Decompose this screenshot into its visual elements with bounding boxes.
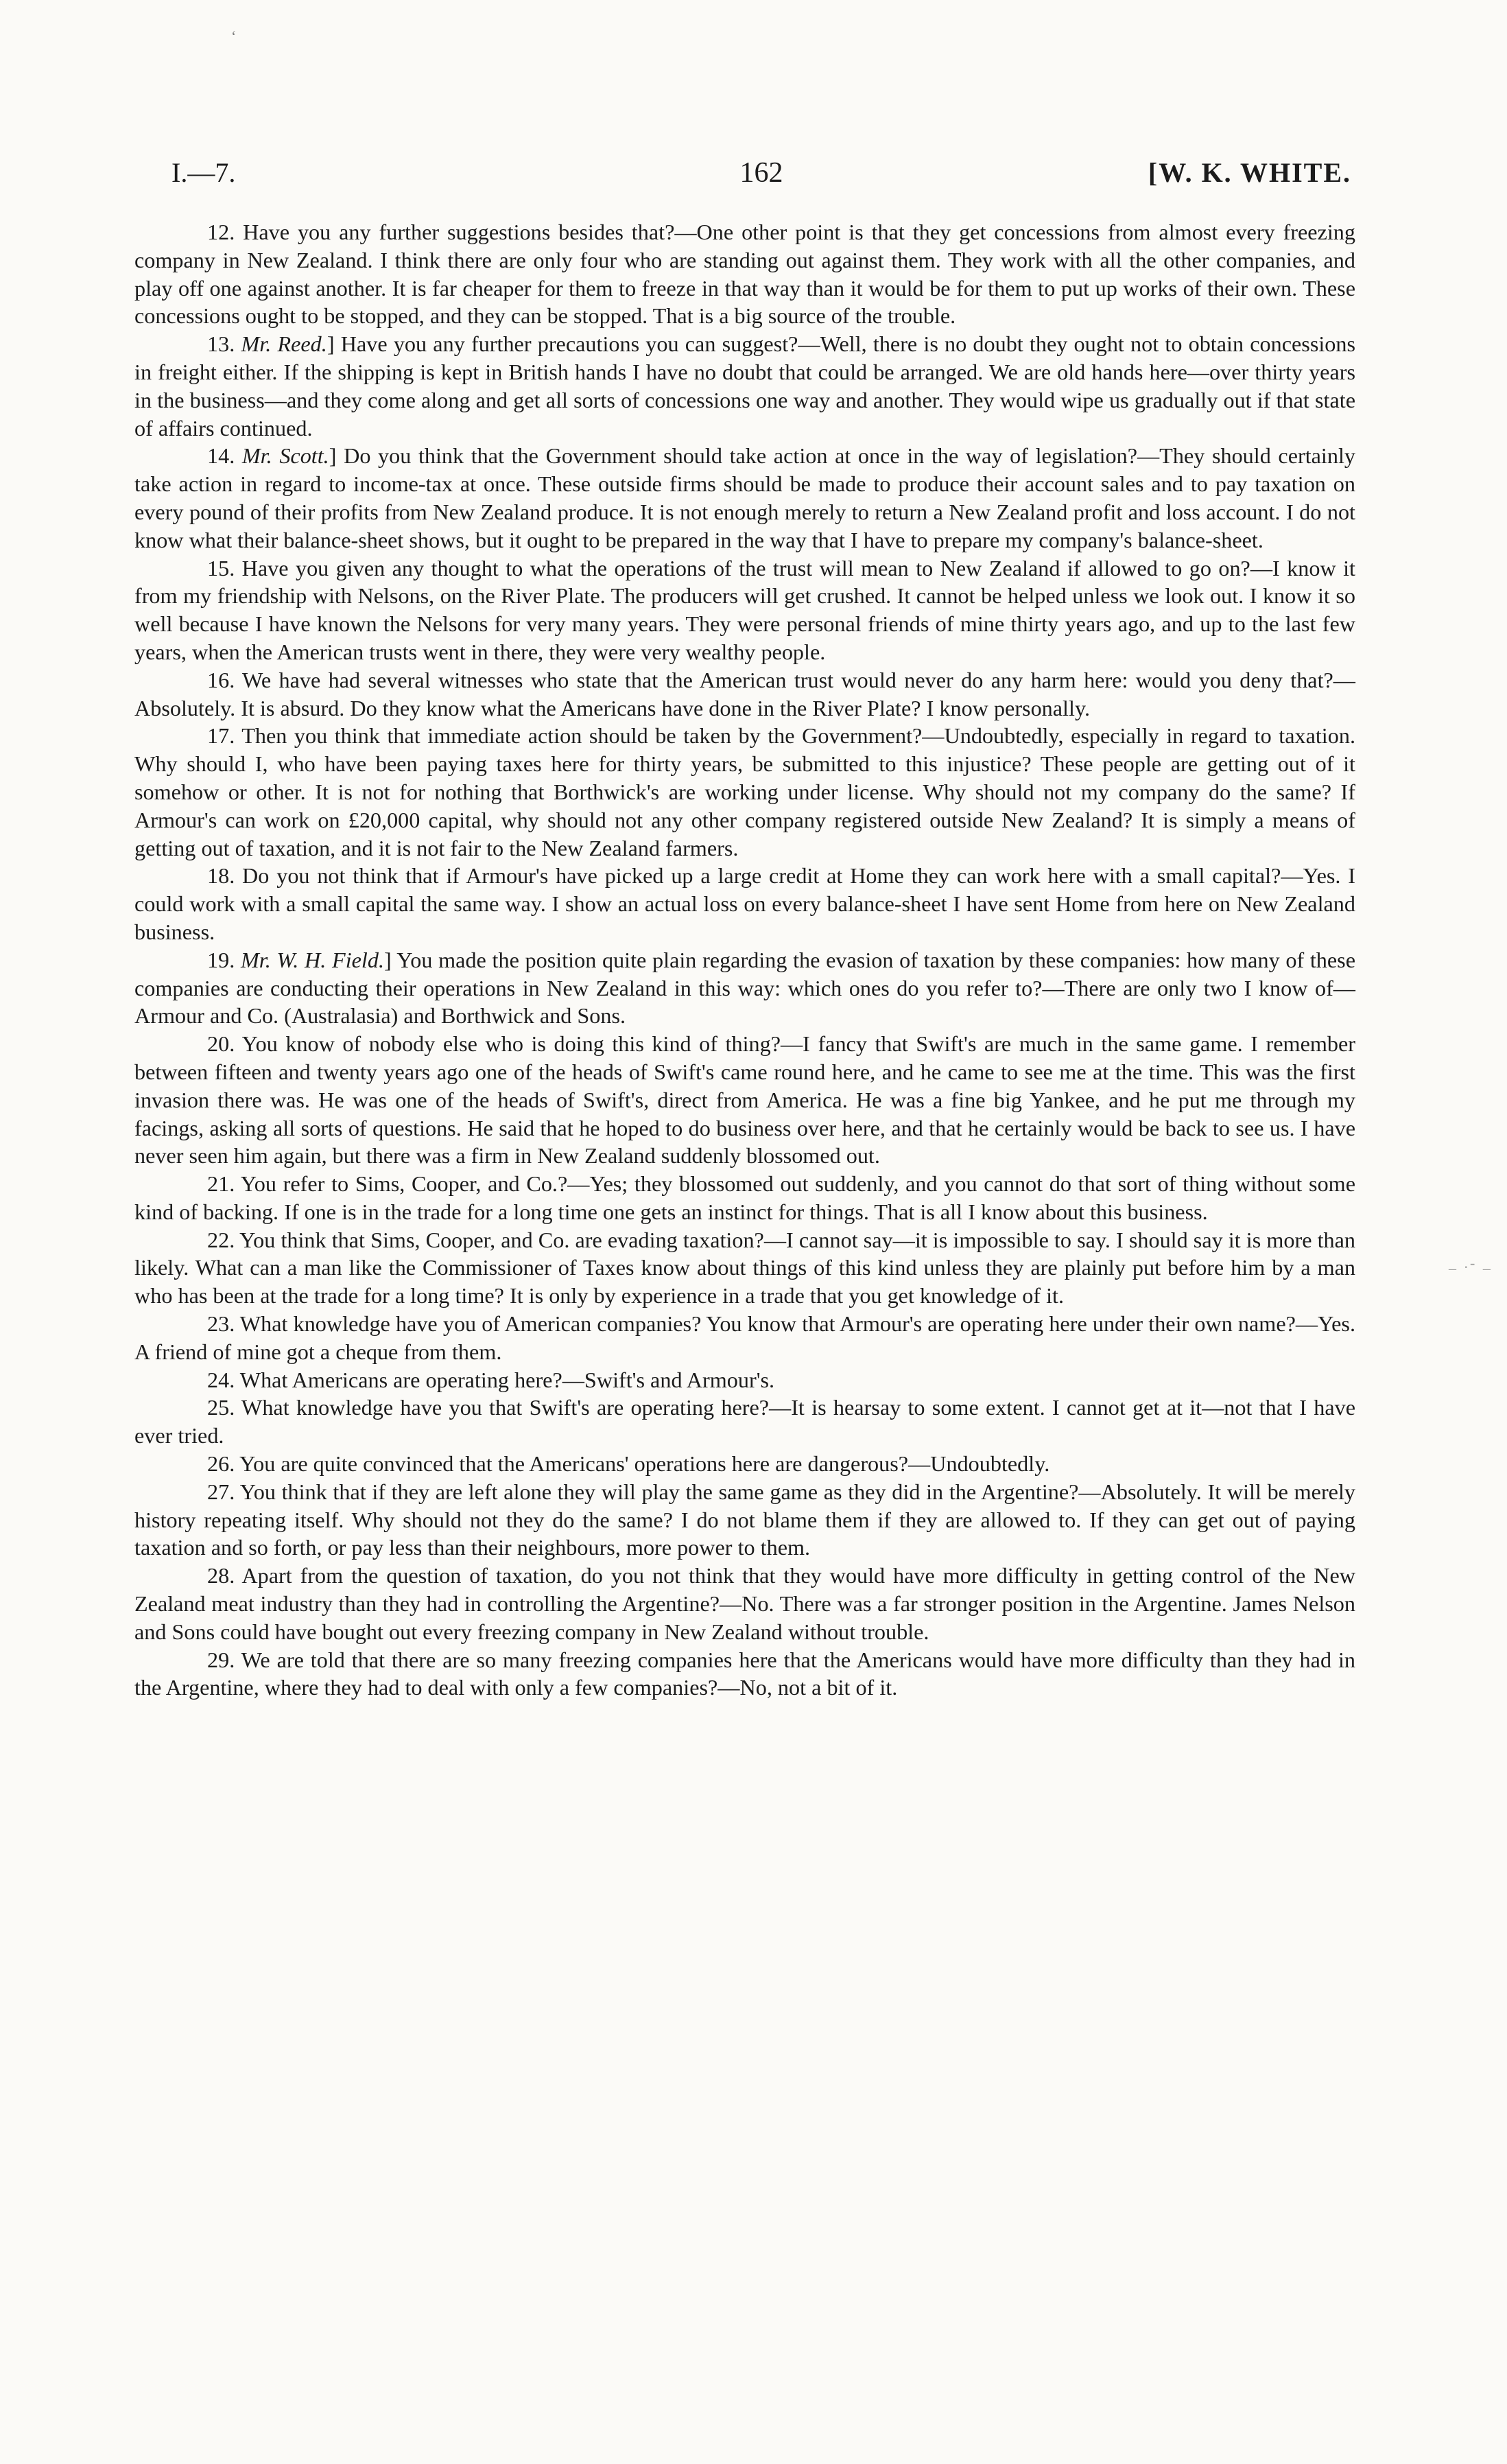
question-text: 20. You know of nobody else who is doing this kind of thing?—I fancy that Swift's are much in the same game. I remember between fifteen and twenty years ago one of the heads of Swift's came round here, and he came to see me at the time. This was the first invasion there was. He was one of the heads of Swift's, direct from America. He was a fine big Yankee, and he put me through my facings, asking all sorts of questions. He said that he hoped to do business over here, and that he certainly would be back to see us. I have never seen him again, but there was a firm in New Zealand suddenly blossomed out.: [134, 1031, 1355, 1169]
question-13: [134, 330, 1355, 442]
question-16: [134, 666, 1355, 723]
question-text: ] Have you any further precautions you can suggest?—Well, there is no doubt they ought not to obtain concessions in freight either. If the shipping is kept in British hands I have no doubt that could be arranged. We are old hands here—over thirty years in the business—and they come along and get all sorts of concessions one way and another. They would wipe us gradually out if that state of affairs continued.: [134, 331, 1355, 441]
paper-reference: I.—7.: [171, 157, 236, 188]
witness-name: [W. K. WHITE.: [1148, 157, 1351, 188]
question-text: 29. We are told that there are so many freezing companies here that the Americans would have more difficulty than they had in the Argentine, where they had to deal with only a few companies?—No, not a bit of it.: [134, 1647, 1355, 1700]
question-text: 17. Then you think that immediate action should be taken by the Government?—Undoubtedly, especially in regard to taxation. Why should I, who have been paying taxes here for thirty years, be submitted to this injustice? These people are getting out of it somehow or other. It is not for nothing that Borthwick's are working under license. Why should not my company do the same? If Armour's can work on £20,000 capital, why should not any other company registered outside New Zealand? It is simply a means of getting out of taxation, and it is not fair to the New Zealand farmers.: [134, 723, 1355, 860]
question-text: 25. What knowledge have you that Swift's are operating here?—It is hearsay to some extent. I cannot get at it—not that I have ever tried.: [134, 1395, 1355, 1448]
question-28: [134, 1562, 1355, 1645]
question-24: [134, 1366, 1355, 1394]
speaker-name: Mr. W. H. Field.: [240, 947, 385, 972]
question-12: [134, 218, 1355, 330]
question-20: [134, 1030, 1355, 1170]
page-header: [171, 152, 1351, 193]
question-text: 23. What knowledge have you of American companies? You know that Armour's are operating here under their own name?—Yes. A friend of mine got a cheque from them.: [134, 1311, 1355, 1364]
question-27: [134, 1478, 1355, 1562]
question-text: 21. You refer to Sims, Cooper, and Co.?—Yes; they blossomed out suddenly, and you cannot do that sort of thing without some kind of backing. If one is in the trade for a long time one gets an instinct for things. That is all I know about this business.: [134, 1171, 1355, 1224]
page-number: 162: [739, 157, 783, 189]
question-number: 13.: [207, 331, 235, 357]
margin-annotation: _ .- _: [1449, 1254, 1493, 1271]
question-22: [134, 1226, 1355, 1310]
question-25: [134, 1394, 1355, 1450]
question-15: [134, 554, 1355, 666]
question-text: 22. You think that Sims, Cooper, and Co. are evading taxation?—I cannot say—it is impossible to say. I should say it is more than likely. What can a man like the Commissioner of Taxes know about things of this kind unless they are plainly put before him by a man who has been at the trade for a long time? It is only by experience in a trade that you get knowledge of it.: [134, 1227, 1355, 1309]
question-text: ] Do you think that the Government should take action at once in the way of legislation?—They should certainly take action in regard to income-tax at once. These outside firms should be made to produce their account sales and to pay taxation on every pound of their profits from New Zealand produce. It is not enough merely to return a New Zealand profit and loss account. I do not know what their balance-sheet shows, but it ought to be prepared in the way that I have to prepare my company's balance-sheet.: [134, 443, 1356, 552]
question-29: [134, 1646, 1355, 1702]
speaker-name: Mr. Reed.: [241, 331, 327, 357]
question-text: 28. Apart from the question of taxation, do you not think that they would have more difficulty in getting control of the New Zealand meat industry than they had in controlling the Argentine?—No. There was a far stronger position in the Argentine. James Nelson and Sons could have bought out every freezing company in New Zealand without trouble.: [134, 1563, 1355, 1644]
question-number: 19.: [207, 947, 235, 972]
question-text: 12. Have you any further suggestions besides that?—One other point is that they get concessions from almost every freezing company in New Zealand. I think there are only four who are standing out against them. They work with all the other companies, and play off one against another. It is far cheaper for them to freeze in that way than it would be for them to put up works of their own. These concessions ought to be stopped, and they can be stopped. That is a big source of the trouble.: [134, 220, 1355, 329]
question-23: [134, 1310, 1355, 1366]
question-text: 16. We have had several witnesses who state that the American trust would never do any harm here: would you deny that?—Absolutely. It is absurd. Do they know what the Americans have done in the River Plate? I know personally.: [134, 667, 1355, 720]
question-17: [134, 722, 1355, 862]
evidence-body: [134, 218, 1355, 1702]
question-18: [134, 862, 1355, 946]
question-number: 14.: [207, 443, 235, 469]
stray-mark: ʻ: [231, 27, 237, 45]
speaker-name: Mr. Scott.: [241, 443, 329, 469]
question-text: 27. You think that if they are left alone they will play the same game as they did in the Argentine?—Absolutely. It will be merely history repeating itself. Why should not they do the same? I do not blame them if they are allowed to. If they can get out of paying taxation and so forth, or pay less than their neighbours, more power to them.: [134, 1479, 1355, 1560]
question-text: 18. Do you not think that if Armour's have picked up a large credit at Home they can work here with a small capital?—Yes. I could work with a small capital the same way. I show an actual loss on every balance-sheet I have sent Home from here on New Zealand business.: [134, 863, 1355, 944]
question-text: 24. What Americans are operating here?—Swift's and Armour's.: [207, 1367, 775, 1392]
question-21: [134, 1170, 1355, 1226]
question-text: ] You made the position quite plain regarding the evasion of taxation by these companies: how many of these companies are conducting their operations in New Zealand in this way: which ones do you refer to?—There are only two I know of—Armour and Co. (Australasia) and Borthwick and Sons.: [134, 947, 1355, 1029]
question-19: [134, 946, 1355, 1030]
question-text: 26. You are quite convinced that the Americans' operations here are dangerous?—Undoubtedly.: [207, 1451, 1050, 1477]
question-26: [134, 1450, 1355, 1478]
question-text: 15. Have you given any thought to what the operations of the trust will mean to New Zealand if allowed to go on?—I know it from my friendship with Nelsons, on the River Plate. The producers will get crushed. It cannot be helped unless we look out. I know it so well because I have known the Nelsons for very many years. They were personal friends of mine thirty years ago, and up to the last few years, when the American trusts went in there, they were very wealthy people.: [134, 555, 1355, 664]
question-14: [134, 442, 1355, 554]
